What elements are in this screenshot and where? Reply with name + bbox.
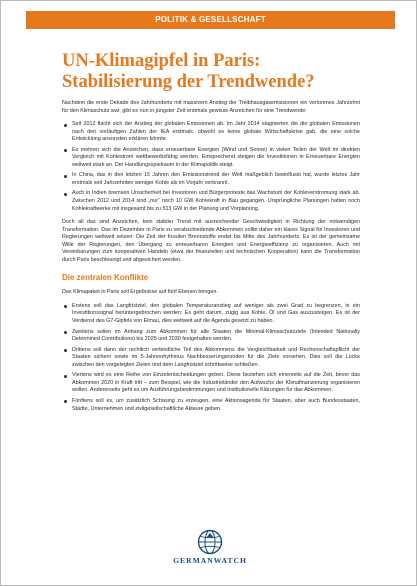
title-line-1: UN-Klimagipfel in Paris:: [62, 51, 261, 71]
section-banner: POLITIK & GESELLSCHAFT: [26, 11, 395, 29]
list-item: Fünftens soll es, um zusätzlich Schwung zu erzeugen, eine Aktionsagenda für Staaten, aber auch Bundesstaaten, Städte, Unternehmen und zivilgesellschaftliche Akteure geben.: [62, 398, 360, 413]
conflicts-intro: Das Klimapaket in Paris soll Ergebnisse auf fünf Ebenen bringen.: [62, 289, 218, 296]
intro-paragraph: Nachdem die erste Dekade des Jahrhunderts mit massivem Anstieg der Treibhausgasemissionen ein verlorenes Jahrzehnt für den Klimaschutz war, gibt es nun in jüngster Zeit erstmals gewisse Anzeichen für eine Trendwende:: [62, 100, 360, 114]
germanwatch-logo: [164, 529, 256, 574]
trend-signs-list: [62, 121, 360, 213]
list-item: Zweitens sollen im Anhang zum Abkommen für alle Staaten die Minimal-Klimaschutzziele (Intended Nationally Determined Contributions) bis 2025 und 2030 festgehalten werden.: [62, 329, 360, 344]
list-item: Es mehren sich die Anzeichen, dass erneuerbare Energien (Wind und Sonne) in vielen Teilen der Welt im direkten Vergleich mit Kohlestrom wettbewerbsfähig werden. Entsprechend steigen die Investitionen in Erneuerbare Energien weltweit stark an. Der Handlungsspielraum in der Klimapolitik steigt.: [62, 147, 360, 170]
article-title: [62, 51, 362, 93]
title-line-2: Stabilisierung der Trendwende?: [62, 72, 315, 92]
list-item: Erstens soll das Langfristziel, den globalen Temperaturanstieg auf weniger als zwei Grad zu begrenzen, in ein Investitionssignal heruntergebrochen werden: Es geht darum, zügig aus Kohle, Öl und Gas auszusteigen. Es ist der Verdienst des G7-Gipfels von Elmau, dies weltweit auf die Agenda gesetzt zu haben.: [62, 303, 360, 326]
logo-text: GERMANWATCH: [173, 556, 247, 565]
list-item: Viertens wird es eine Reihe von Einzelentscheidungen geben. Diese beziehen sich einerseits auf die Zeit, bevor das Abkommen 2020 in Kraft tritt – zum Beispiel, wie die Industrieländer den Aufwuchs der Klimafinanzierung organisieren wollen. Andererseits geht es um Ausführungsbestimmungen und Institutionelle Klärungen für das Abkommen.: [62, 372, 360, 395]
list-item: In China, das in den letzten 15 Jahren den Emissionstrend der Welt maßgeblich beeinflusst hat, wurde letztes Jahr erstmals seit Jahrzehnten weniger Kohle als im Vorjahr verbrannt.: [62, 172, 360, 187]
list-item: Drittens soll dann der rechtlich verbindliche Teil des Abkommens die Vergleichbarkeit und Rechenschaftspflicht der Staaten sichern sowie im 5-Jahresrhythmus Nachbesserungsrunden für die Ziele vorsehen. Dies soll die Lücke zwischen den vorgelegten Zielen und dem Langfristziel schrittweise schließen.: [62, 347, 360, 370]
list-item: Auch in Indien bremsen Unsicherheit bei Investoren und Bürgerproteste das Wachstum der Kohleverstromung stark ab. Zwischen 2012 und 2014 sind „nur“ noch 10 GW Kohlekraft in Bau gegangen. Ursprüngliche Planungen hatten noch Kohlekraftwerke mit insgesamt bis zu 513 GW in der Planung und Vorplanung.: [62, 190, 360, 213]
conflicts-list: [62, 303, 360, 413]
paris-paragraph: Doch all das sind Anzeichen, kein stabiler Trend mit ausreichender Geschwindigkeit in Richtung der notwendigen Transformation. Das im Dezember in Paris zu verabschiedende Abkommen sollte daher ein klares Signal für Investoren und Regierungen weltweit setzen: Die Zeit der fossilen Brennstoffe endet bis Mitte des Jahrhunderts. Es ist der gemeinsame Wille der Regierungen, den Übergang zu erneuerbaren Energien und Energieeffizienz zu organisieren. Auch mit Vereinbarungen zum kooperativen Handeln (etwa der finanziellen und technischen Kooperation) kann die Transformation durch Paris beschleunigt und abgesichert werden.: [62, 219, 360, 263]
list-item: Seit 2012 flacht sich der Anstieg der globalen Emissionen ab. Im Jahr 2014 stagnierten die die globalen Emissionen nach den vorläufigen Zahlen der IEA erstmals, obwohl es keine globale Wirtschaftskrise gab, die eine solche Entwicklung ansonsten erklären könnte.: [62, 121, 360, 144]
article-body: [62, 100, 360, 419]
section-heading: Die zentralen Konflikte: [62, 273, 149, 283]
globe-logo-icon: [197, 529, 223, 555]
